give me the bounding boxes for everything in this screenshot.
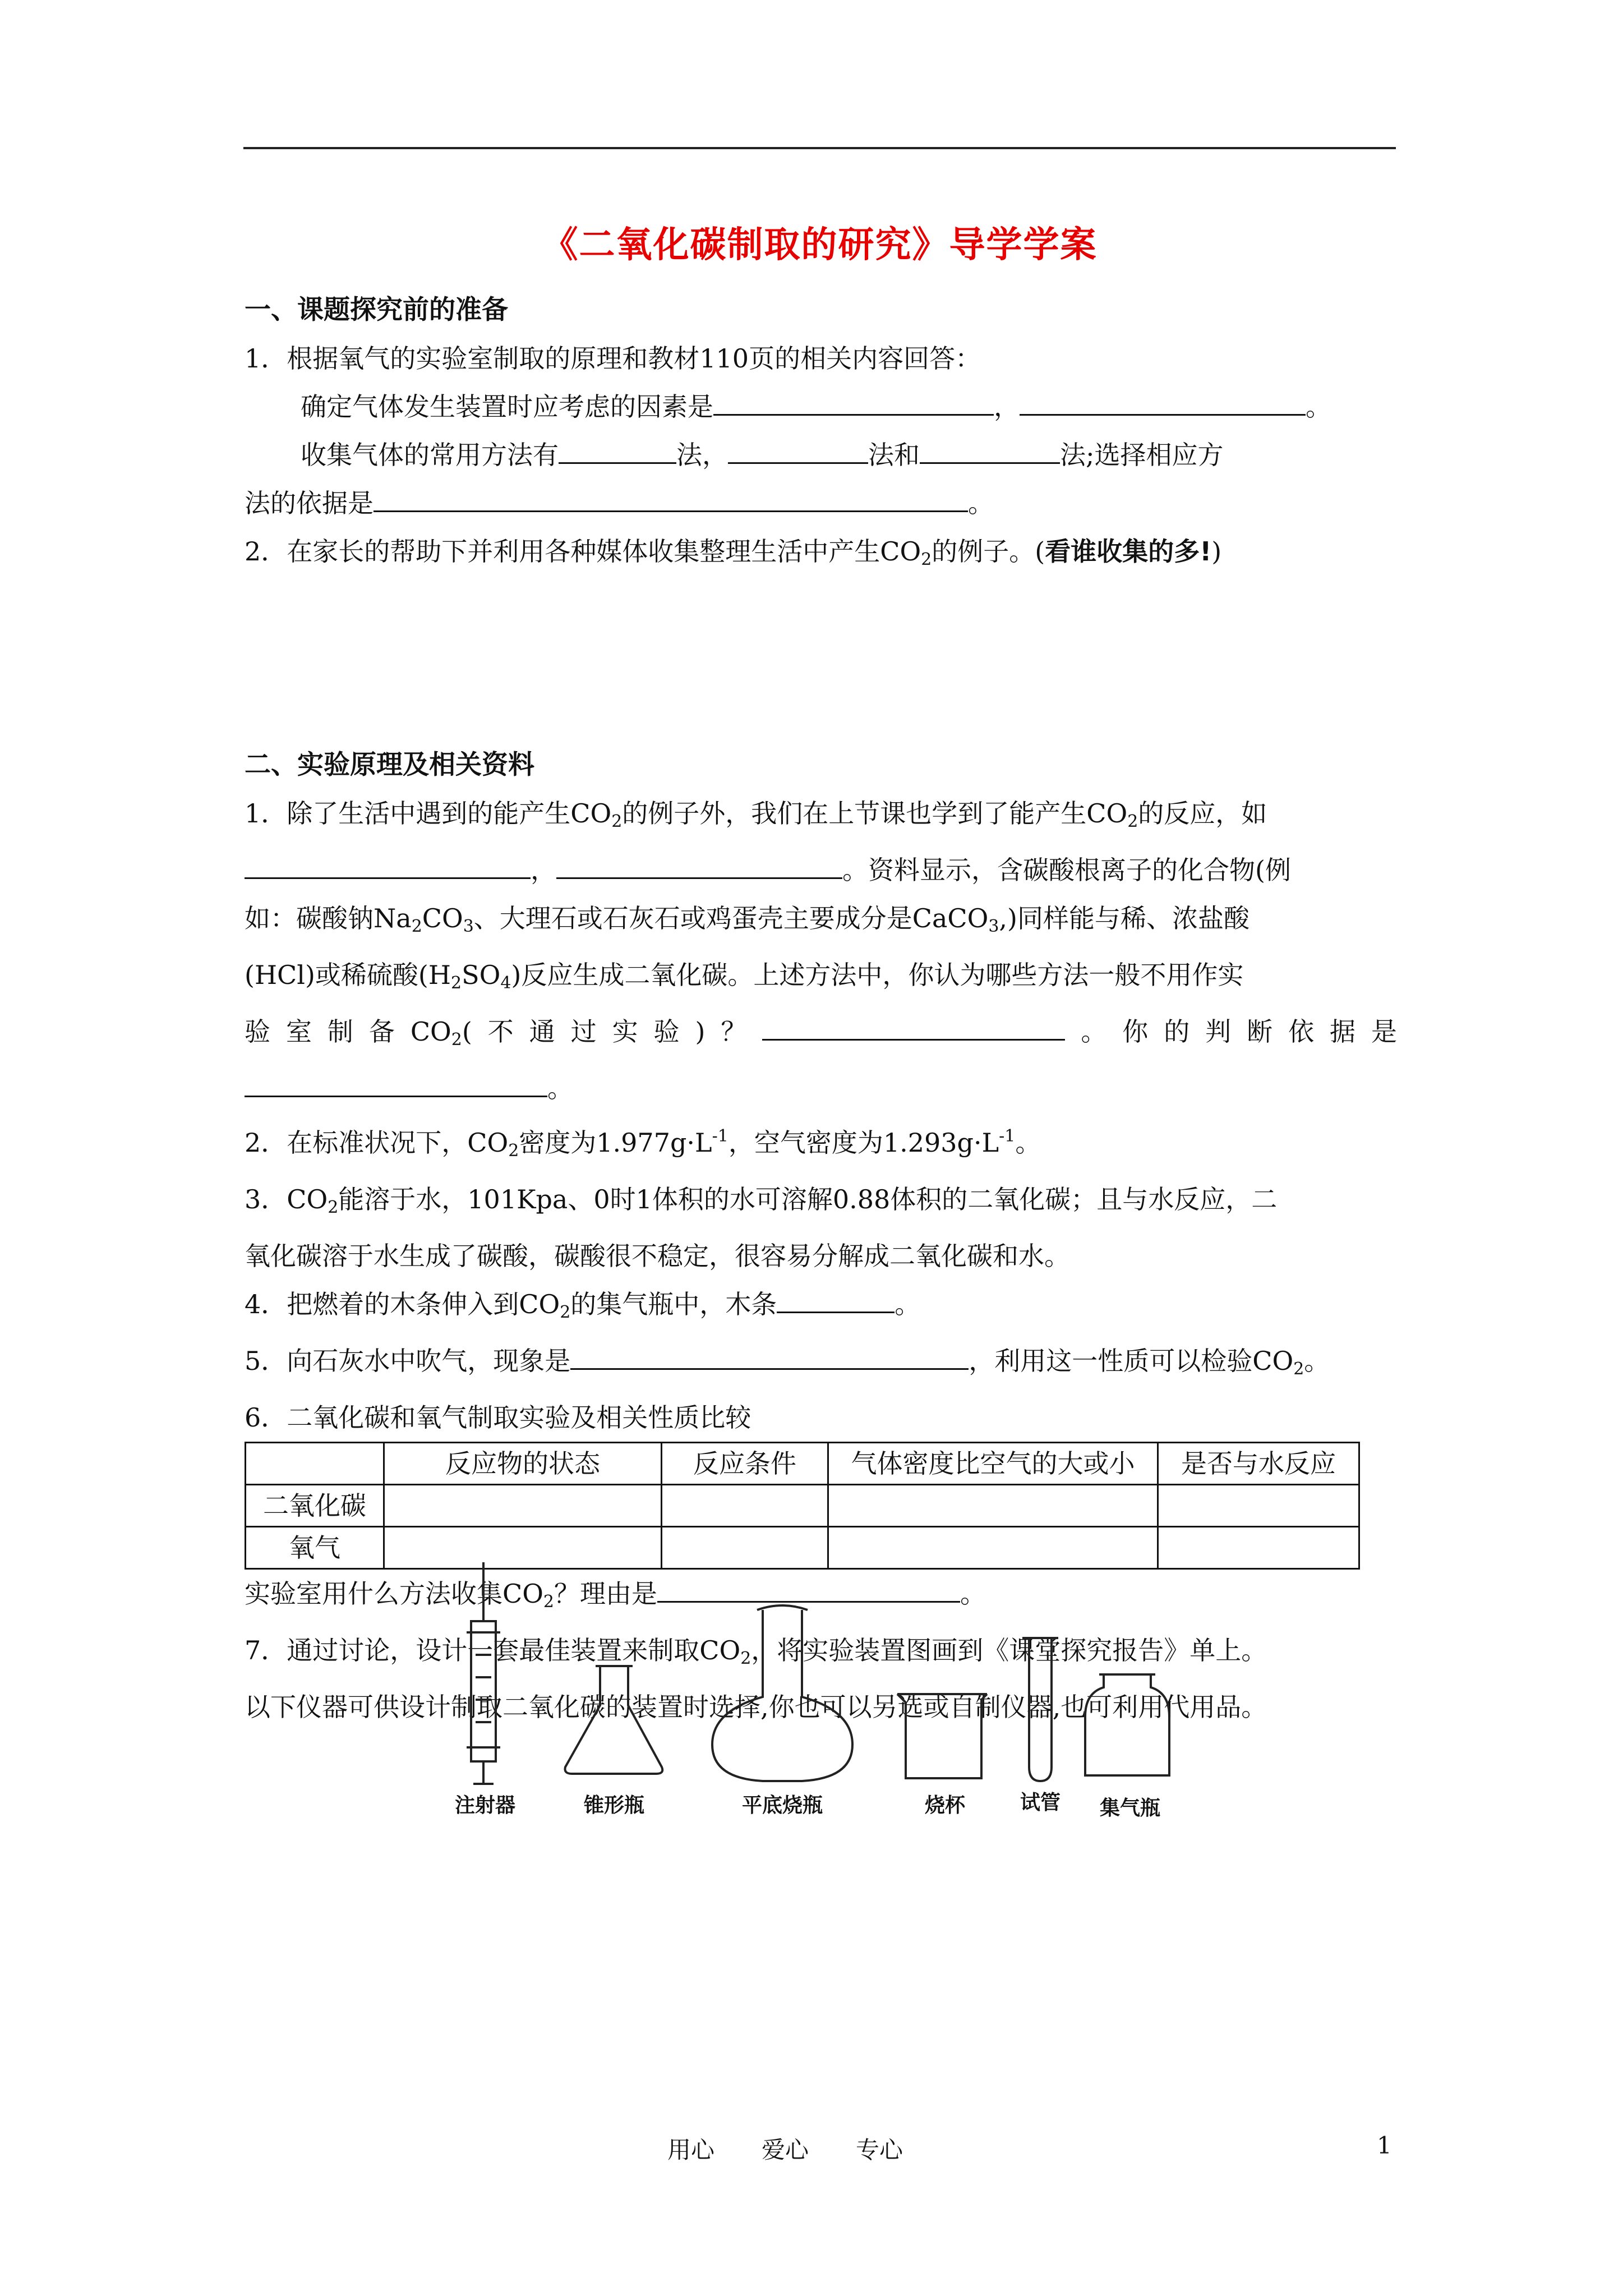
answer-blank[interactable] bbox=[570, 1339, 969, 1370]
comparison-table bbox=[245, 1442, 1360, 1570]
section-1-heading: 一、课题探究前的准备 bbox=[245, 295, 508, 325]
row-label: 氧气 bbox=[246, 1527, 384, 1569]
answer-blank[interactable] bbox=[559, 433, 676, 464]
table-cell[interactable] bbox=[662, 1485, 828, 1527]
table-cell[interactable] bbox=[828, 1485, 1158, 1527]
sec2-p1-line3: 如：碳酸钠$Na_2CO_3$、大理石或石灰石或鸡蛋壳主要成分是CaCO$_3$,)同样能与稀、浓盐酸 bbox=[245, 903, 1249, 936]
row-label: 二氧化碳 bbox=[246, 1485, 384, 1527]
beaker-icon bbox=[897, 1694, 987, 1778]
page-title: 《二氧化碳制取的研究》导学学案 bbox=[542, 224, 1098, 266]
answer-blank[interactable] bbox=[728, 433, 868, 464]
figure-label: 试管 bbox=[1020, 1791, 1061, 1814]
answer-blank[interactable] bbox=[920, 433, 1060, 464]
sec1-q1-line1: 确定气体发生装置时应考虑的因素是 ， 。 bbox=[245, 383, 1397, 431]
sec1-q1-line2: 收集气体的常用方法有 法， 法和 法;选择相应方 bbox=[245, 431, 1397, 479]
table-header-cell: 反应物的状态 bbox=[384, 1443, 662, 1485]
sec2-p1-line1: 1．除了生活中遇到的能产生$CO_2$的例子外，我们在上节课也学到了能产生$CO_2$的反应，如 bbox=[245, 798, 1267, 831]
collection-question: 实验室用什么方法收集$CO_2$？理由是 。 bbox=[245, 1570, 1397, 1626]
section-2-heading: 二、实验原理及相关资料 bbox=[245, 749, 534, 780]
table-header-cell: 是否与水反应 bbox=[1158, 1443, 1359, 1485]
answer-blank[interactable] bbox=[713, 385, 994, 416]
sec2-p4: 4．把燃着的木条伸入到$CO_2$的集气瓶中，木条 。 bbox=[245, 1280, 1397, 1337]
answer-blank[interactable] bbox=[556, 848, 842, 879]
answer-blank[interactable] bbox=[245, 848, 531, 879]
sec2-p6: 6．二氧化碳和氧气制取实验及相关性质比较 bbox=[245, 1402, 751, 1433]
sec2-p7-line2: 以下仪器可供设计制取二氧化碳的装置时选择,你也可以另选或自制仪器,也可利用代用品。 bbox=[245, 1692, 1267, 1722]
syringe-icon bbox=[467, 1562, 500, 1784]
sec2-p7-line1: 7．通过讨论，设计一套最佳装置来制取$CO_2$，将实验装置图画到《课堂探究报告》单上。 bbox=[245, 1635, 1267, 1668]
table-cell[interactable] bbox=[1158, 1485, 1359, 1527]
conical-flask-icon bbox=[565, 1666, 663, 1774]
figure-label: 集气瓶 bbox=[1099, 1797, 1160, 1820]
table-row bbox=[246, 1485, 1359, 1527]
test-tube-icon bbox=[1022, 1638, 1058, 1781]
apparatus-figure bbox=[415, 1554, 1200, 1834]
table-cell[interactable] bbox=[384, 1485, 662, 1527]
sec2-p1-line4: (HCl)或稀硫酸$(H_2SO_4)$反应生成二氧化碳。上述方法中，你认为哪些方法一般不用作实 bbox=[245, 960, 1244, 993]
sec2-p1-line6: 。 bbox=[245, 1064, 1397, 1112]
flat-bottom-flask-icon bbox=[712, 1605, 852, 1781]
sec1-q1: 1．根据氧气的实验室制取的原理和教材110页的相关内容回答： bbox=[245, 343, 981, 374]
blank-space bbox=[245, 584, 1397, 741]
table-header-cell bbox=[246, 1443, 384, 1485]
sec1-q1-line3: 法的依据是 。 bbox=[245, 479, 1397, 527]
document-body bbox=[245, 286, 1397, 1731]
header-rule bbox=[243, 147, 1396, 149]
sec2-p3-line2: 氧化碳溶于水生成了碳酸，碳酸很不稳定，很容易分解成二氧化碳和水。 bbox=[245, 1241, 1070, 1271]
page-number: 1 bbox=[1377, 2132, 1392, 2159]
answer-blank[interactable] bbox=[1020, 385, 1306, 416]
answer-blank[interactable] bbox=[777, 1282, 895, 1313]
sec2-p5: 5．向石灰水中吹气，现象是 ，利用这一性质可以检验$CO_2$。 bbox=[245, 1337, 1397, 1393]
answer-blank[interactable] bbox=[245, 1066, 547, 1097]
figure-label: 锥形瓶 bbox=[583, 1794, 644, 1817]
sec2-p3-line1: 3．$CO_2$能溶于水，101Kpa、0时1体积的水可溶解0.88体积的二氧化碳；且与水反应，二 bbox=[245, 1184, 1278, 1217]
footer-slogan: 用心 爱心 专心 bbox=[667, 2136, 903, 2164]
gas-bottle-icon bbox=[1085, 1674, 1169, 1775]
table-header-cell: 反应条件 bbox=[662, 1443, 828, 1485]
figure-label: 烧杯 bbox=[924, 1794, 965, 1817]
answer-blank[interactable] bbox=[374, 481, 968, 512]
sec2-p1-line2: ， 。资料显示，含碳酸根离子的化合物(例 bbox=[245, 846, 1397, 894]
apparatus-drawings bbox=[415, 1554, 1200, 1801]
sec2-p1-line5: 验室制备$CO_2$(不通过实验)？ 。你的判断依据是 bbox=[245, 1007, 1397, 1064]
answer-blank[interactable] bbox=[762, 1010, 1065, 1041]
sec1-q2: 2．在家长的帮助下并利用各种媒体收集整理生活中产生$CO_2$的例子。(看谁收集的多!) bbox=[245, 536, 1222, 569]
figure-label: 平底烧瓶 bbox=[741, 1794, 823, 1817]
table-header-cell: 气体密度比空气的大或小 bbox=[828, 1443, 1158, 1485]
table-header-row bbox=[246, 1443, 1359, 1485]
sec2-p2: 2．在标准状况下，$CO_2$密度为$1.977g\cdot L^{-1}$，空气密度为$1.293g\cdot L^{-1}$。 bbox=[245, 1126, 1041, 1161]
figure-label: 注射器 bbox=[454, 1794, 515, 1817]
